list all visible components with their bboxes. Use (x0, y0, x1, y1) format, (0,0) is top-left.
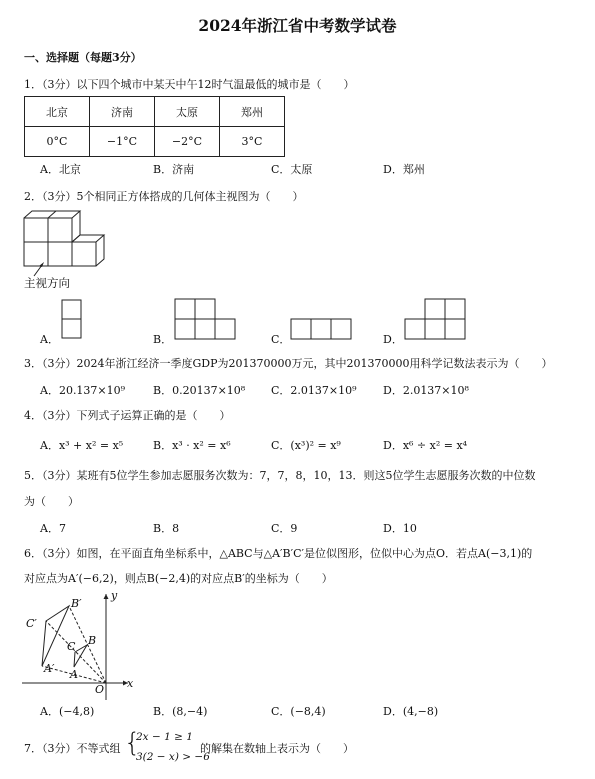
table-cell: 郑州 (220, 97, 285, 127)
view-direction-label: 主视方向 (24, 276, 70, 290)
point-a-label: A (70, 668, 78, 681)
q1-option-c[interactable]: C．太原 (271, 163, 313, 176)
point-c-label: C (67, 640, 76, 653)
point-a-prime-label: A′ (44, 662, 55, 675)
q5-stem-line1: 5．（3分）某班有5位学生参加志愿服务次数为：7，7，8，10，13．则这5位学生志愿服务次数的中位数 (24, 469, 536, 482)
brace-icon: { (124, 728, 141, 758)
q6-stem-line1: 6．（3分）如图，在平面直角坐标系中，△ABC与△A′B′C′是位似图形，位似中心为点O．若点A(−3,1)的 (24, 547, 533, 560)
q1-option-b[interactable]: B．济南 (153, 163, 195, 176)
q2-option-b[interactable]: B． (153, 333, 173, 346)
q7-stem-prefix: 7．（3分）不等式组 (24, 742, 121, 755)
q7-inequality-2: 3(2 − x) > −6 (136, 751, 210, 763)
q2-option-c[interactable]: C． (271, 333, 291, 346)
point-c-prime-label: C′ (26, 617, 37, 630)
q1-stem: 1．（3分）以下四个城市中某天中午12时气温最低的城市是（ ） (24, 78, 355, 91)
q5-option-d[interactable]: D．10 (383, 522, 417, 535)
point-b-prime-label: B′ (71, 597, 82, 610)
table-cell: 济南 (90, 97, 155, 127)
triangle-a-prime-b-prime-c-prime (42, 606, 69, 666)
q3-option-b[interactable]: B．0.20137×10⁸ (153, 384, 246, 397)
q3-option-a[interactable]: A．20.137×10⁹ (40, 384, 126, 397)
q3-stem: 3．（3分）2024年浙江经济一季度GDP为201370000万元，其中201370000用科学记数法表示为（ ） (24, 357, 553, 370)
q1-option-a[interactable]: A．北京 (40, 163, 81, 176)
q5-option-a[interactable]: A．7 (40, 522, 66, 535)
q6-option-d[interactable]: D．(4,−8) (383, 705, 439, 718)
table-cell: 0°C (25, 127, 90, 157)
x-axis-label: x (127, 677, 134, 690)
q6-stem-line2: 对应点为A′(−6,2)，则点B(−2,4)的对应点B′的坐标为（ ） (24, 572, 333, 585)
q5-stem-line2: 为（ ） (24, 495, 79, 508)
q3-option-c[interactable]: C．2.0137×10⁹ (271, 384, 357, 397)
q7-stem-suffix: 的解集在数轴上表示为（ ） (200, 742, 354, 755)
section-heading: 一、选择题（每题3分） (24, 51, 142, 64)
q4-option-c[interactable]: C．(x³)² = x⁹ (271, 439, 341, 452)
page-title: 2024年浙江省中考数学试卷 (198, 16, 397, 35)
q1-option-d[interactable]: D．郑州 (383, 163, 425, 176)
table-cell: 北京 (25, 97, 90, 127)
y-axis-label: y (111, 589, 118, 602)
q3-option-d[interactable]: D．2.0137×10⁸ (383, 384, 469, 397)
table-cell: −2°C (155, 127, 220, 157)
table-cell: 太原 (155, 97, 220, 127)
origin-label: O (95, 683, 105, 696)
q6-option-c[interactable]: C．(−8,4) (271, 705, 326, 718)
q2-option-d[interactable]: D． (383, 333, 403, 346)
table-cell: 3°C (220, 127, 285, 157)
q2-stem: 2．（3分）5个相同正方体搭成的几何体主视图为（ ） (24, 190, 304, 203)
q6-option-b[interactable]: B．(8,−4) (153, 705, 208, 718)
q4-option-b[interactable]: B．x³ · x² = x⁶ (153, 439, 231, 452)
q5-option-c[interactable]: C．9 (271, 522, 298, 535)
q5-option-b[interactable]: B．8 (153, 522, 180, 535)
q2-option-a[interactable]: A． (40, 333, 59, 346)
table-cell: −1°C (90, 127, 155, 157)
q4-option-a[interactable]: A．x³ + x² = x⁵ (40, 439, 124, 452)
q7-inequality-1: 2x − 1 ≥ 1 (136, 731, 193, 743)
q4-option-d[interactable]: D．x⁶ ÷ x² = x⁴ (383, 439, 468, 452)
q4-stem: 4．（3分）下列式子运算正确的是（ ） (24, 409, 231, 422)
point-b-label: B (88, 634, 97, 647)
q6-option-a[interactable]: A．(−4,8) (40, 705, 95, 718)
